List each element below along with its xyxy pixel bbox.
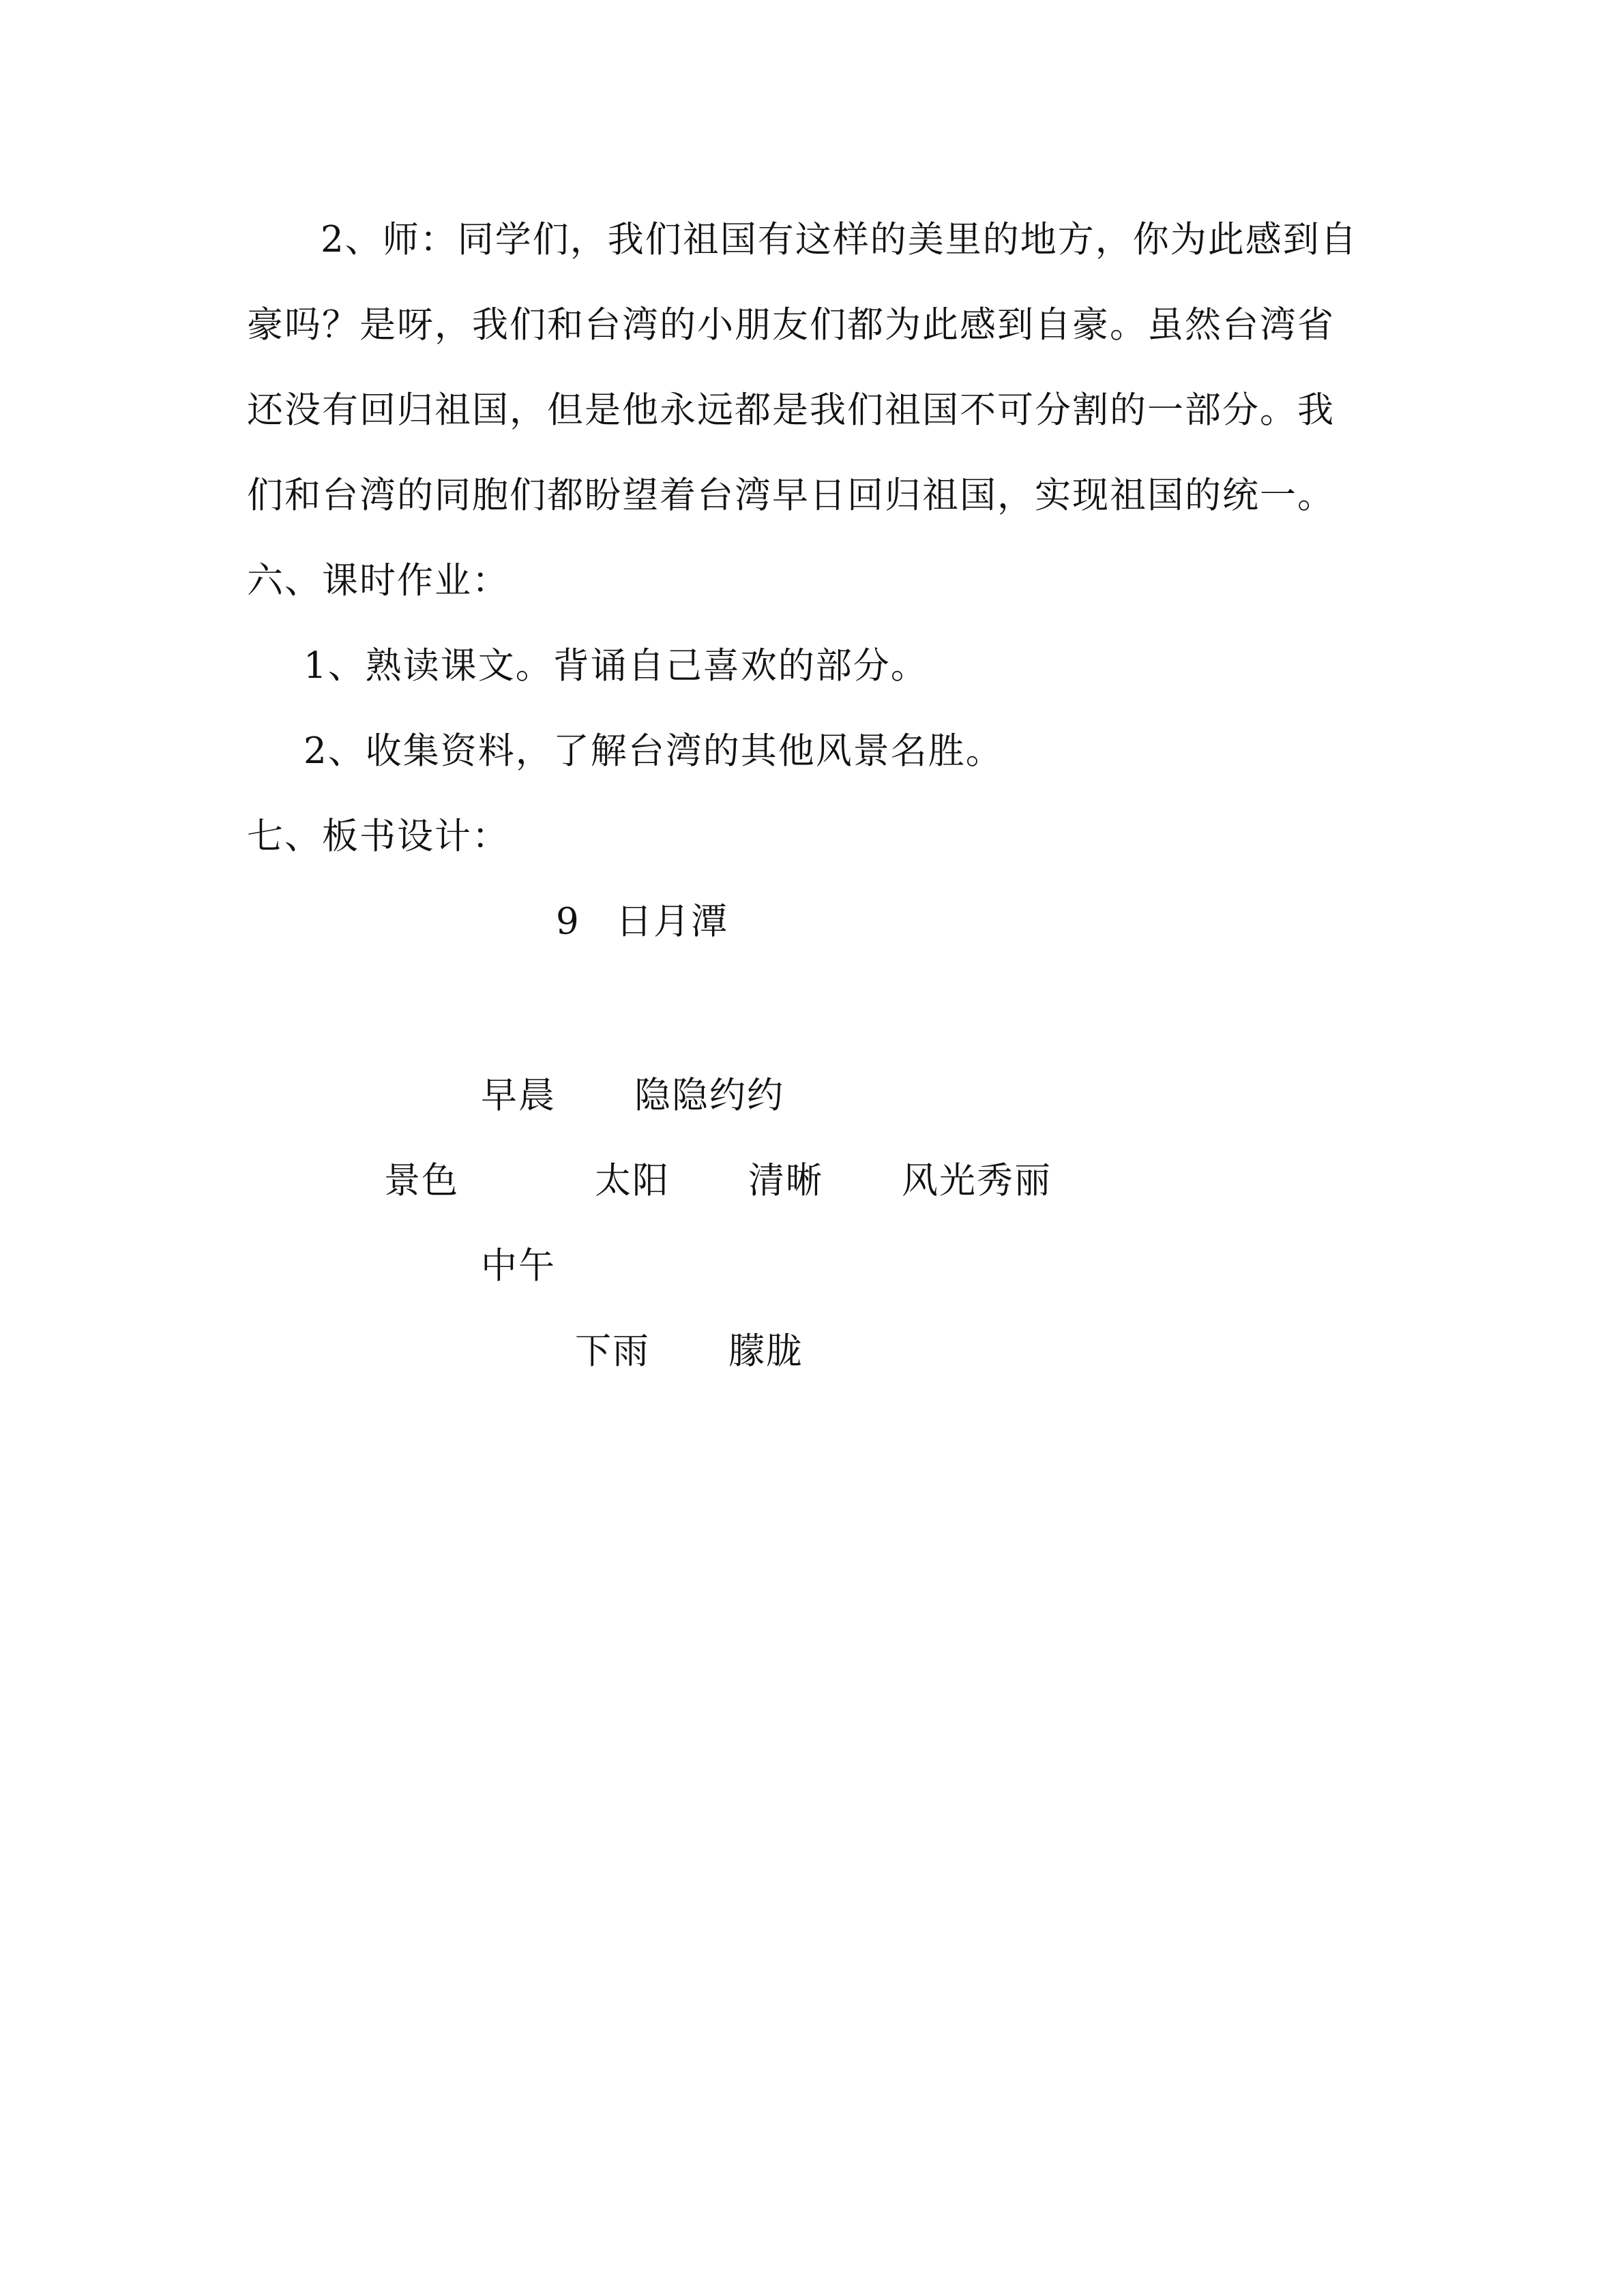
paragraph-line-3: 还没有回归祖国，但是他永远都是我们祖国不可分割的一部分。我 [247,389,1335,431]
board-clear: 清晰 [748,1160,823,1202]
board-scenery: 景色 [384,1160,459,1202]
paragraph-line-2: 豪吗？是呀，我们和台湾的小朋友们都为此感到自豪。虽然台湾省 [247,304,1335,346]
paragraph-line-4: 们和台湾的同胞们都盼望着台湾早日回归祖国，实现祖国的统一。 [247,475,1335,516]
board-morning-desc: 隐隐约约 [634,1075,784,1116]
board-morning: 早晨 [481,1075,556,1116]
paragraph-line-1: 2、师：同学们，我们祖国有这样的美里的地方，你为此感到自 [321,219,1358,260]
board-rain: 下雨 [575,1330,650,1372]
board-sun: 太阳 [595,1160,670,1202]
lesson-number: 9 [556,901,580,942]
homework-item-1: 1、熟读课文。背诵自己喜欢的部分。 [304,645,928,687]
board-noon: 中午 [481,1245,556,1287]
board-beautiful: 风光秀丽 [902,1160,1052,1202]
board-hazy: 朦胧 [728,1330,803,1372]
homework-heading: 六、课时作业： [247,560,510,601]
lesson-title: 日月潭 [616,901,728,942]
board-design-heading: 七、板书设计： [247,816,510,857]
homework-item-2: 2、收集资料，了解台湾的其他风景名胜。 [304,730,1003,772]
